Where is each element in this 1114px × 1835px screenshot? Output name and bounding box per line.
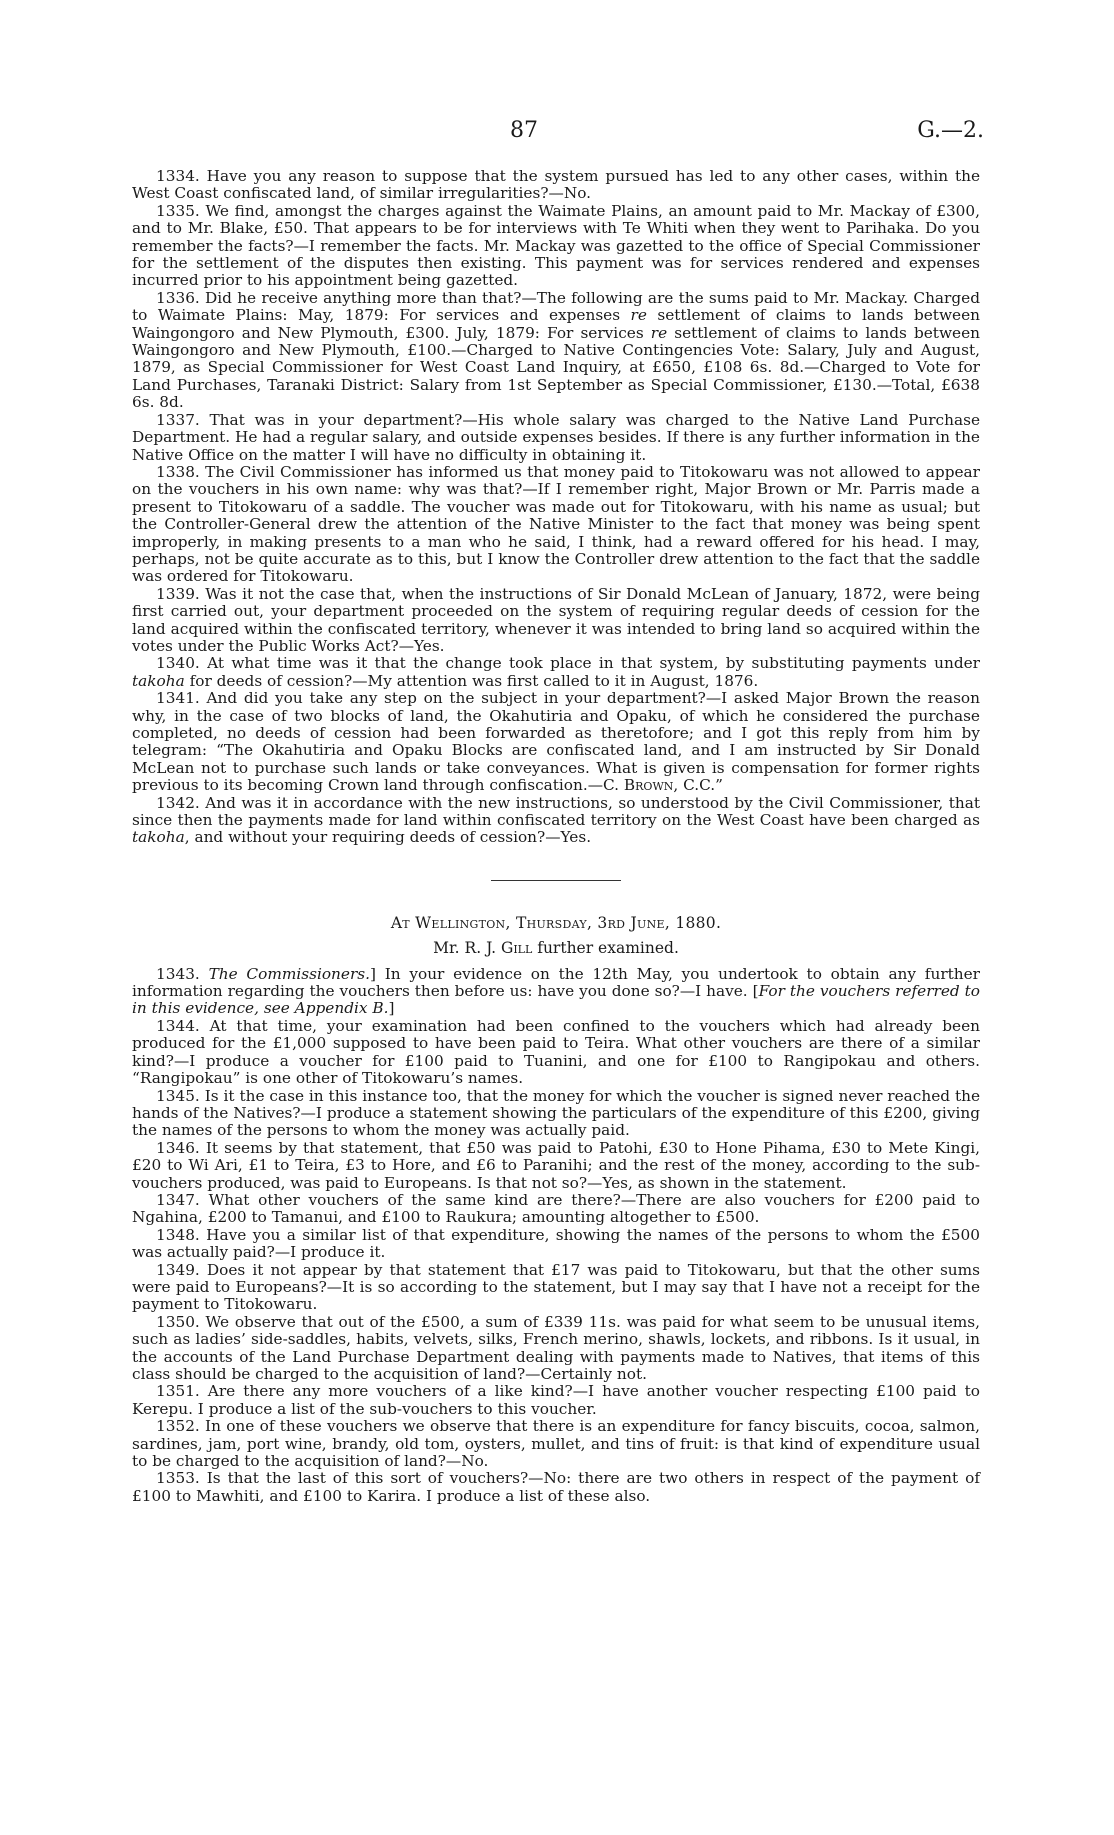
witness-heading	[132, 940, 980, 957]
text-segment: 1342. And was it in accordance with the new instructions, so understood by the Civil Commissioner, that since then the payments made for land within confiscated territory on the West Coast have been charged as	[132, 793, 980, 830]
question-1340	[132, 655, 980, 690]
question-1337: 1337. That was in your department?—His whole salary was charged to the Native Land Purchase Department. He had a regular salary, and outside expenses besides. If there is any further information in the Native Office on the matter I will have no difficulty in obtaining it.	[132, 410, 980, 464]
question-1339: 1339. Was it not the case that, when the instructions of Sir Donald McLean of January, 1872, were being first carried out, your department proceeded on the system of requiring regular deeds of cession for the land acquired within the confiscated territory, whenever it was intended to bring land so acquired within the votes under the Public Works Act?—Yes.	[132, 584, 980, 655]
italic-text: re	[650, 323, 668, 342]
question-1347: 1347. What other vouchers of the same kind are there?—There are also vouchers for £200 paid to Ngahina, £200 to Tamanui, and £100 to Raukura; amounting altogether to £500.	[132, 1190, 980, 1227]
italic-text: The Commissioners.	[208, 964, 370, 983]
year: , 1880.	[664, 913, 722, 932]
text-segment: settlement of claims to lands between Waingongoro and New Plymouth, £100.—Charged to Native Contingencies Vote: Salary, July and August, 1879, as Special Commissioner for West Coast Land Inquiry, at £650, £108 6s. 8d.—Charged to Vote for Land Purchases, Taranaki District: Salary from 1st September as Special Commissioner, £130.—Total, £638 6s. 8d.	[132, 323, 980, 412]
text-segment: 1341. And did you take any step on the subject in your department?—I asked Major Brown the reason why, in the case of two blocks of land, the Okahutiria and Opaku, of which he considered the purchase completed, no deeds of cession had been forwarded as theretofore; and I got this reply from him by telegram: “The Okahutiria and Opaku Blocks are confiscated land, and I am instructed by Sir Donald McLean not to purchase such lands or take conveyances. What is given is compensation for former rights previous to its becoming Crown land through confiscation.—C.	[132, 689, 980, 795]
text-segment: 1340. At what time was it that the change took place in that system, by substituting payments under	[156, 654, 980, 673]
text-segment: further examined.	[532, 939, 679, 958]
text-segment: Mr. R. J.	[433, 939, 501, 958]
italic-text: re	[630, 306, 647, 325]
question-1352: 1352. In one of these vouchers we observe that there is an expenditure for fancy biscuits, cocoa, salmon, sardines, jam, port wine, brandy, old tom, oysters, mullet, and tins of fruit: is that kind of expenditure usual to be charged to the acquisition of land?—No.	[132, 1417, 980, 1471]
question-1338: 1338. The Civil Commissioner has informed us that money paid to Titokowaru was not allowed to appear on the vouchers in his own name: why was that?—If I remember right, Major Brown or Mr. Parris made a present to Titokowaru of a saddle. The voucher was made out for Titokowaru, with his name as usual; but the Controller-General drew the attention of the Native Minister to the fact that money was being spent improperly, in making presents to a man who he said, I think, had a reward offered for his head. I may, perhaps, not be quite accurate as to this, but I know the Controller drew attention to the fact that the saddle was ordered for Titokowaru.	[132, 462, 980, 586]
witness-name: Gill	[500, 939, 533, 958]
question-1350: 1350. We observe that out of the £500, a sum of £339 11s. was paid for what seem to be unusual items, such as ladies’ side-saddles, habits, velvets, silks, French merino, shawls, lockets, and ribbons. Is it usual, in the accounts of the Land Purchase Department dealing with payments made to Natives, that items of this class should be charged to the acquisition of land?—Certainly not.	[132, 1312, 980, 1383]
page-header	[0, 118, 1114, 150]
section-divider	[491, 880, 621, 881]
question-1346: 1346. It seems by that statement, that £50 was paid to Patohi, £30 to Hone Pihama, £30 to Mete Kingi, £20 to Wi Ari, £1 to Teira, £3 to Hore, and £6 to Paranihi; and the rest of the money, according to the sub-vouchers produced, was paid to Europeans. Is that not so?—Yes, as shown in the statement.	[132, 1138, 980, 1192]
document-reference: G.—2.	[917, 118, 984, 143]
page-body	[132, 168, 980, 1505]
italic-text: takoha	[132, 828, 185, 847]
question-1335: 1335. We find, amongst the charges against the Waimate Plains, an amount paid to Mr. Mackay of £300, and to Mr. Blake, £50. That appears to be for interviews with Te Whiti when they went to Parihaka. Do you remember the facts?—I remember the facts. Mr. Mackay was gazetted to the office of Special Commissioner for the settlement of the disputes then existing. This payment was for services rendered and expenses incurred prior to his appointment being gazetted.	[132, 201, 980, 290]
text-segment: , C.C.”	[673, 776, 723, 795]
date: 3rd June	[597, 913, 665, 932]
question-1349: 1349. Does it not appear by that statement that £17 was paid to Titokowaru, but that the other sums were paid to Europeans?—It is so according to the statement, but I may say that I have not a receipt for the payment to Titokowaru.	[132, 1260, 980, 1314]
question-1351: 1351. Are there any more vouchers of a like kind?—I have another voucher respecting £100 paid to Kerepu. I produce a list of the sub-vouchers to this voucher.	[132, 1382, 980, 1418]
small-caps-text: Brown	[623, 776, 674, 795]
question-1334: 1334. Have you any reason to suppose that the system pursued has led to any other cases, within the West Coast confiscated land, of similar irregularities?—No.	[132, 167, 980, 203]
text-segment: At	[390, 913, 416, 932]
question-1342	[132, 795, 980, 847]
italic-text: For the vouchers referred to in this evidence, see Appendix B.	[132, 982, 980, 1018]
text-segment: ,	[505, 913, 516, 932]
session-heading	[132, 915, 980, 932]
text-segment: , and without your requiring deeds of cession?—Yes.	[184, 828, 592, 847]
text-segment: ] In your evidence on the 12th May, you undertook to obtain any further information regarding the vouchers then before us: have you done so?—I have. [	[132, 964, 980, 1001]
question-1345: 1345. Is it the case in this instance too, that the money for which the voucher is signed never reached the hands of the Natives?—I produce a statement showing the particulars of the expenditure of this £200, giving the names of the persons to whom the money was actually paid.	[132, 1086, 980, 1140]
italic-text: takoha	[132, 671, 185, 690]
text-segment: settlement of claims to lands between Waingongoro and New Plymouth, £300. July, 1879: For services	[132, 306, 980, 342]
question-1343	[132, 966, 980, 1018]
text-segment: 1343.	[156, 964, 209, 983]
text-segment: ,	[586, 913, 598, 932]
question-1341	[132, 690, 980, 794]
weekday: Thursday	[515, 913, 587, 932]
question-1336	[132, 290, 980, 412]
question-1348: 1348. Have you a similar list of that expenditure, showing the names of the persons to whom the £500 was actually paid?—I produce it.	[132, 1225, 980, 1262]
text-segment: 1336. Did he receive anything more than that?—The following are the sums paid to Mr. Mackay. Charged to Waimate Plains: May, 1879: For services and expenses	[132, 288, 980, 325]
question-1353: 1353. Is that the last of this sort of vouchers?—No: there are two others in respect of the payment of £100 to Mawhiti, and £100 to Karira. I produce a list of these also.	[132, 1469, 980, 1505]
page-number: 87	[510, 118, 538, 143]
place-name: Wellington	[415, 913, 506, 932]
text-segment: for deeds of cession?—My attention was first called to it in August, 1876.	[184, 671, 759, 690]
question-1344: 1344. At that time, your examination had been confined to the vouchers which had already been produced for the £1,000 supposed to have been paid to Teira. What other vouchers are there of a similar kind?—I produce a voucher for £100 paid to Tuanini, and one for £100 to Rangipokau and others. “Rangipokau” is one other of Titokowaru’s names.	[132, 1016, 980, 1088]
text-segment: ]	[388, 999, 395, 1018]
